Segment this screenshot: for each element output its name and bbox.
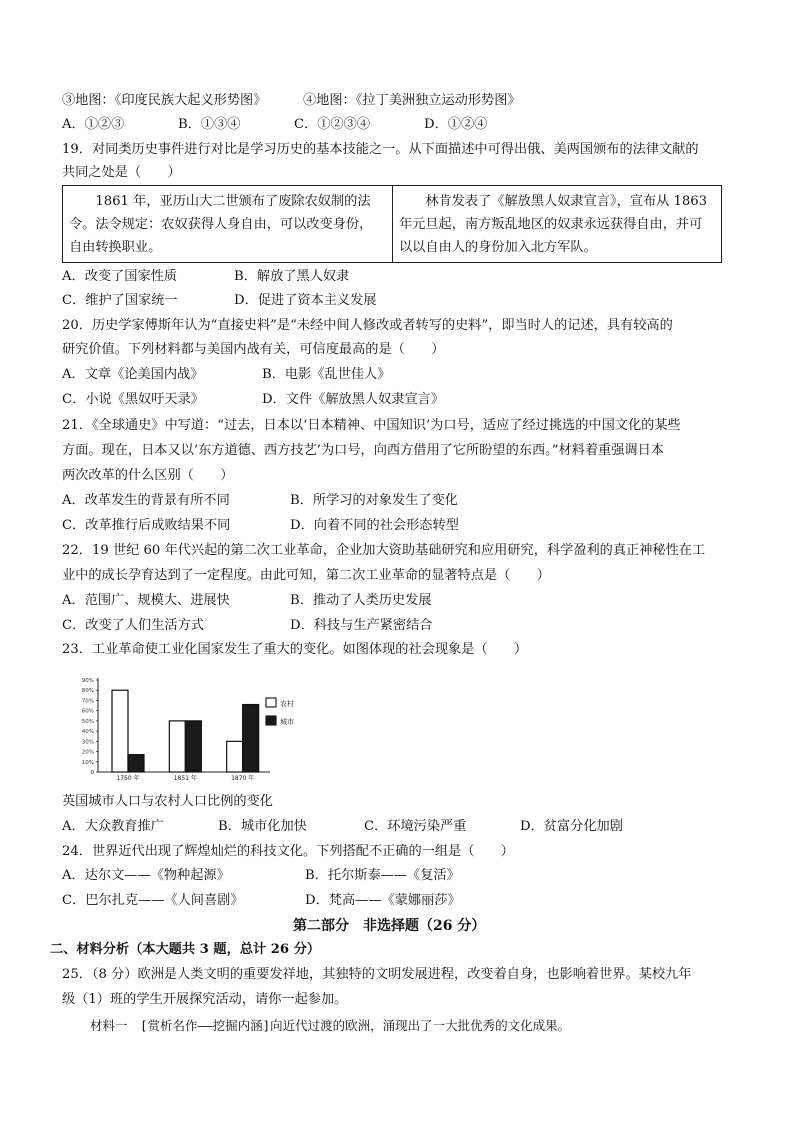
legend-swatch bbox=[266, 716, 276, 725]
legend-label: 城市 bbox=[280, 718, 294, 726]
q23-stem: 23．工业革命使工业化国家发生了重大的变化。如图体现的社会现象是（ ） bbox=[62, 642, 528, 657]
q18-option-b: B．①③④ bbox=[178, 117, 241, 132]
q19-comparison-table bbox=[62, 185, 722, 263]
q22-stem-line2: 业中的成长孕育达到了一定程度。由此可知，第二次工业革命的显著特点是（ ） bbox=[62, 568, 550, 583]
q21-option-c: C．改革推行后成败结果不同 bbox=[62, 518, 231, 533]
q21-option-a: A．改革发生的背景有所不同 bbox=[62, 493, 230, 508]
q18-map-4: ④地图：《拉丁美洲独立运动形势图》 bbox=[303, 93, 521, 108]
q18-option-a: A．①②③ bbox=[62, 117, 125, 132]
q25-stem-line1: 25．（8 分）欧洲是人类文明的重要发祥地，其独特的文明发展进程，改变着自身，也影响着世界。某校九年 bbox=[62, 967, 692, 982]
q21-stem-line1: 21．《全球通史》中写道：“过去，日本以‘日本精神、中国知识’为口号，适应了经过挑选的中国文化的某些 bbox=[62, 418, 681, 433]
x-tick-label: 1851 年 bbox=[173, 775, 197, 782]
q25-stem-line2: 级（1）班的学生开展探究活动，请你一起参加。 bbox=[62, 992, 348, 1007]
y-tick-label: 40% bbox=[81, 729, 94, 736]
q19-stem-line1: 19．对同类历史事件进行对比是学习历史的基本技能之一。从下面描述中可得出俄、美两国颁布的法律文献的 bbox=[62, 142, 699, 157]
chart-caption: 英国城市人口与农村人口比例的变化 bbox=[62, 794, 273, 809]
q22-stem-line1: 22．19 世纪 60 年代兴起的第二次工业革命，企业加大资助基础研究和应用研究，科学盈利的真正神秘性在工 bbox=[62, 543, 706, 558]
table-right-line: 林肯发表了《解放黑人奴隶宣言》，宣布从 1863 bbox=[399, 194, 708, 209]
q19-option-a: A．改变了国家性质 bbox=[62, 269, 178, 284]
section-two-heading: 二、材料分析（本大题共 3 题，总计 26 分） bbox=[50, 942, 321, 957]
q24-option-a: A．达尔文——《物种起源》 bbox=[62, 868, 230, 883]
table-right-line: 年元旦起，南方叛乱地区的奴隶永远获得自由，并可 bbox=[399, 217, 703, 232]
q23-option-d: D．贫富分化加剧 bbox=[520, 819, 623, 834]
q20-option-a: A．文章《论美国内战》 bbox=[62, 367, 204, 382]
q20-option-b: B．电影《乱世佳人》 bbox=[262, 367, 391, 382]
q21-option-d: D．向着不同的社会形态转型 bbox=[290, 518, 459, 533]
q20-stem-line1: 20．历史学家傅斯年认为“直接史料”是“未经中间人修改或者转写的史料”，即当时人的记述，具有较高的 bbox=[62, 318, 673, 333]
table-cell-usa bbox=[393, 186, 721, 262]
q21-stem-line3: 两次改革的什么区别（ ） bbox=[62, 468, 234, 483]
q18-option-c: C．①②③④ bbox=[294, 117, 371, 132]
q23-option-c: C．环境污染严重 bbox=[364, 819, 467, 834]
part-two-heading: 第二部分 非选择题（26 分） bbox=[293, 918, 486, 934]
q23-option-b: B．城市化加快 bbox=[218, 819, 307, 834]
q20-option-d: D．文件《解放黑人奴隶宣言》 bbox=[262, 392, 445, 407]
y-tick-label: 30% bbox=[81, 739, 94, 746]
y-tick-label: 20% bbox=[81, 749, 94, 756]
bar-rural bbox=[169, 721, 185, 772]
population-ratio-chart bbox=[70, 672, 310, 784]
q22-option-a: A．范围广、规模大、进展快 bbox=[62, 593, 230, 608]
material-one: 材料一 [赏析名作——挖掘内涵]向近代过渡的欧洲，涌现出了一大批优秀的文化成果。 bbox=[90, 1018, 571, 1033]
bar-urban bbox=[128, 755, 144, 772]
table-left-line: 令。法令规定：农奴获得人身自由，可以改变身份， bbox=[69, 217, 373, 232]
q22-option-c: C．改变了人们生活方式 bbox=[62, 618, 204, 633]
y-tick-label: 10% bbox=[81, 759, 94, 766]
q22-option-d: D．科技与生产紧密结合 bbox=[290, 618, 433, 633]
y-tick-label: 50% bbox=[81, 718, 94, 725]
x-tick-label: 1750 年 bbox=[116, 775, 140, 782]
y-tick-label: 0 bbox=[90, 770, 94, 776]
q20-stem-line2: 研究价值。下列材料都与美国内战有关，可信度最高的是（ ） bbox=[62, 342, 445, 357]
q21-stem-line2: 方面。现在，日本又以‘东方道德、西方技艺’为口号，向西方借用了它所盼望的东西。”材料着重强调日本 bbox=[62, 443, 664, 458]
table-cell-russia bbox=[63, 186, 393, 262]
y-tick-label: 60% bbox=[81, 708, 94, 715]
q24-option-b: B．托尔斯泰——《复活》 bbox=[305, 868, 460, 883]
q18-map-3: ③地图：《印度民族大起义形势图》 bbox=[62, 93, 267, 108]
q22-option-b: B．推动了人类历史发展 bbox=[290, 593, 432, 608]
y-tick-label: 80% bbox=[81, 688, 94, 695]
q24-stem: 24．世界近代出现了辉煌灿烂的科技文化。下列搭配不正确的一组是（ ） bbox=[62, 844, 514, 859]
q18-option-d: D．①②④ bbox=[424, 117, 488, 132]
legend-swatch bbox=[266, 698, 276, 707]
table-right-line: 以以自由人的身份加入北方军队。 bbox=[399, 240, 597, 255]
q24-option-c: C．巴尔扎克——《人间喜剧》 bbox=[62, 893, 244, 908]
q19-option-b: B．解放了黑人奴隶 bbox=[234, 269, 350, 284]
bar-rural bbox=[112, 690, 128, 772]
q19-stem-line2: 共同之处是（ ） bbox=[62, 165, 181, 180]
bar-urban bbox=[243, 705, 259, 772]
q19-option-c: C．维护了国家统一 bbox=[62, 293, 178, 308]
table-left-line: 1861 年，亚历山大二世颁布了废除农奴制的法 bbox=[69, 194, 371, 209]
legend-label: 农村 bbox=[280, 700, 294, 708]
q21-option-b: B．所学习的对象发生了变化 bbox=[290, 493, 458, 508]
q24-option-d: D．梵高——《蒙娜丽莎》 bbox=[305, 893, 461, 908]
bar-rural bbox=[227, 741, 243, 772]
bar-urban bbox=[185, 721, 201, 772]
y-tick-label: 70% bbox=[81, 698, 94, 705]
x-tick-label: 1870 年 bbox=[231, 775, 255, 782]
table-left-line: 自由转换职业。 bbox=[69, 240, 162, 255]
q19-option-d: D．促进了资本主义发展 bbox=[234, 293, 377, 308]
q23-option-a: A．大众教育推广 bbox=[62, 819, 164, 834]
y-tick-label: 90% bbox=[81, 678, 94, 684]
q20-option-c: C．小说《黑奴吁天录》 bbox=[62, 392, 204, 407]
